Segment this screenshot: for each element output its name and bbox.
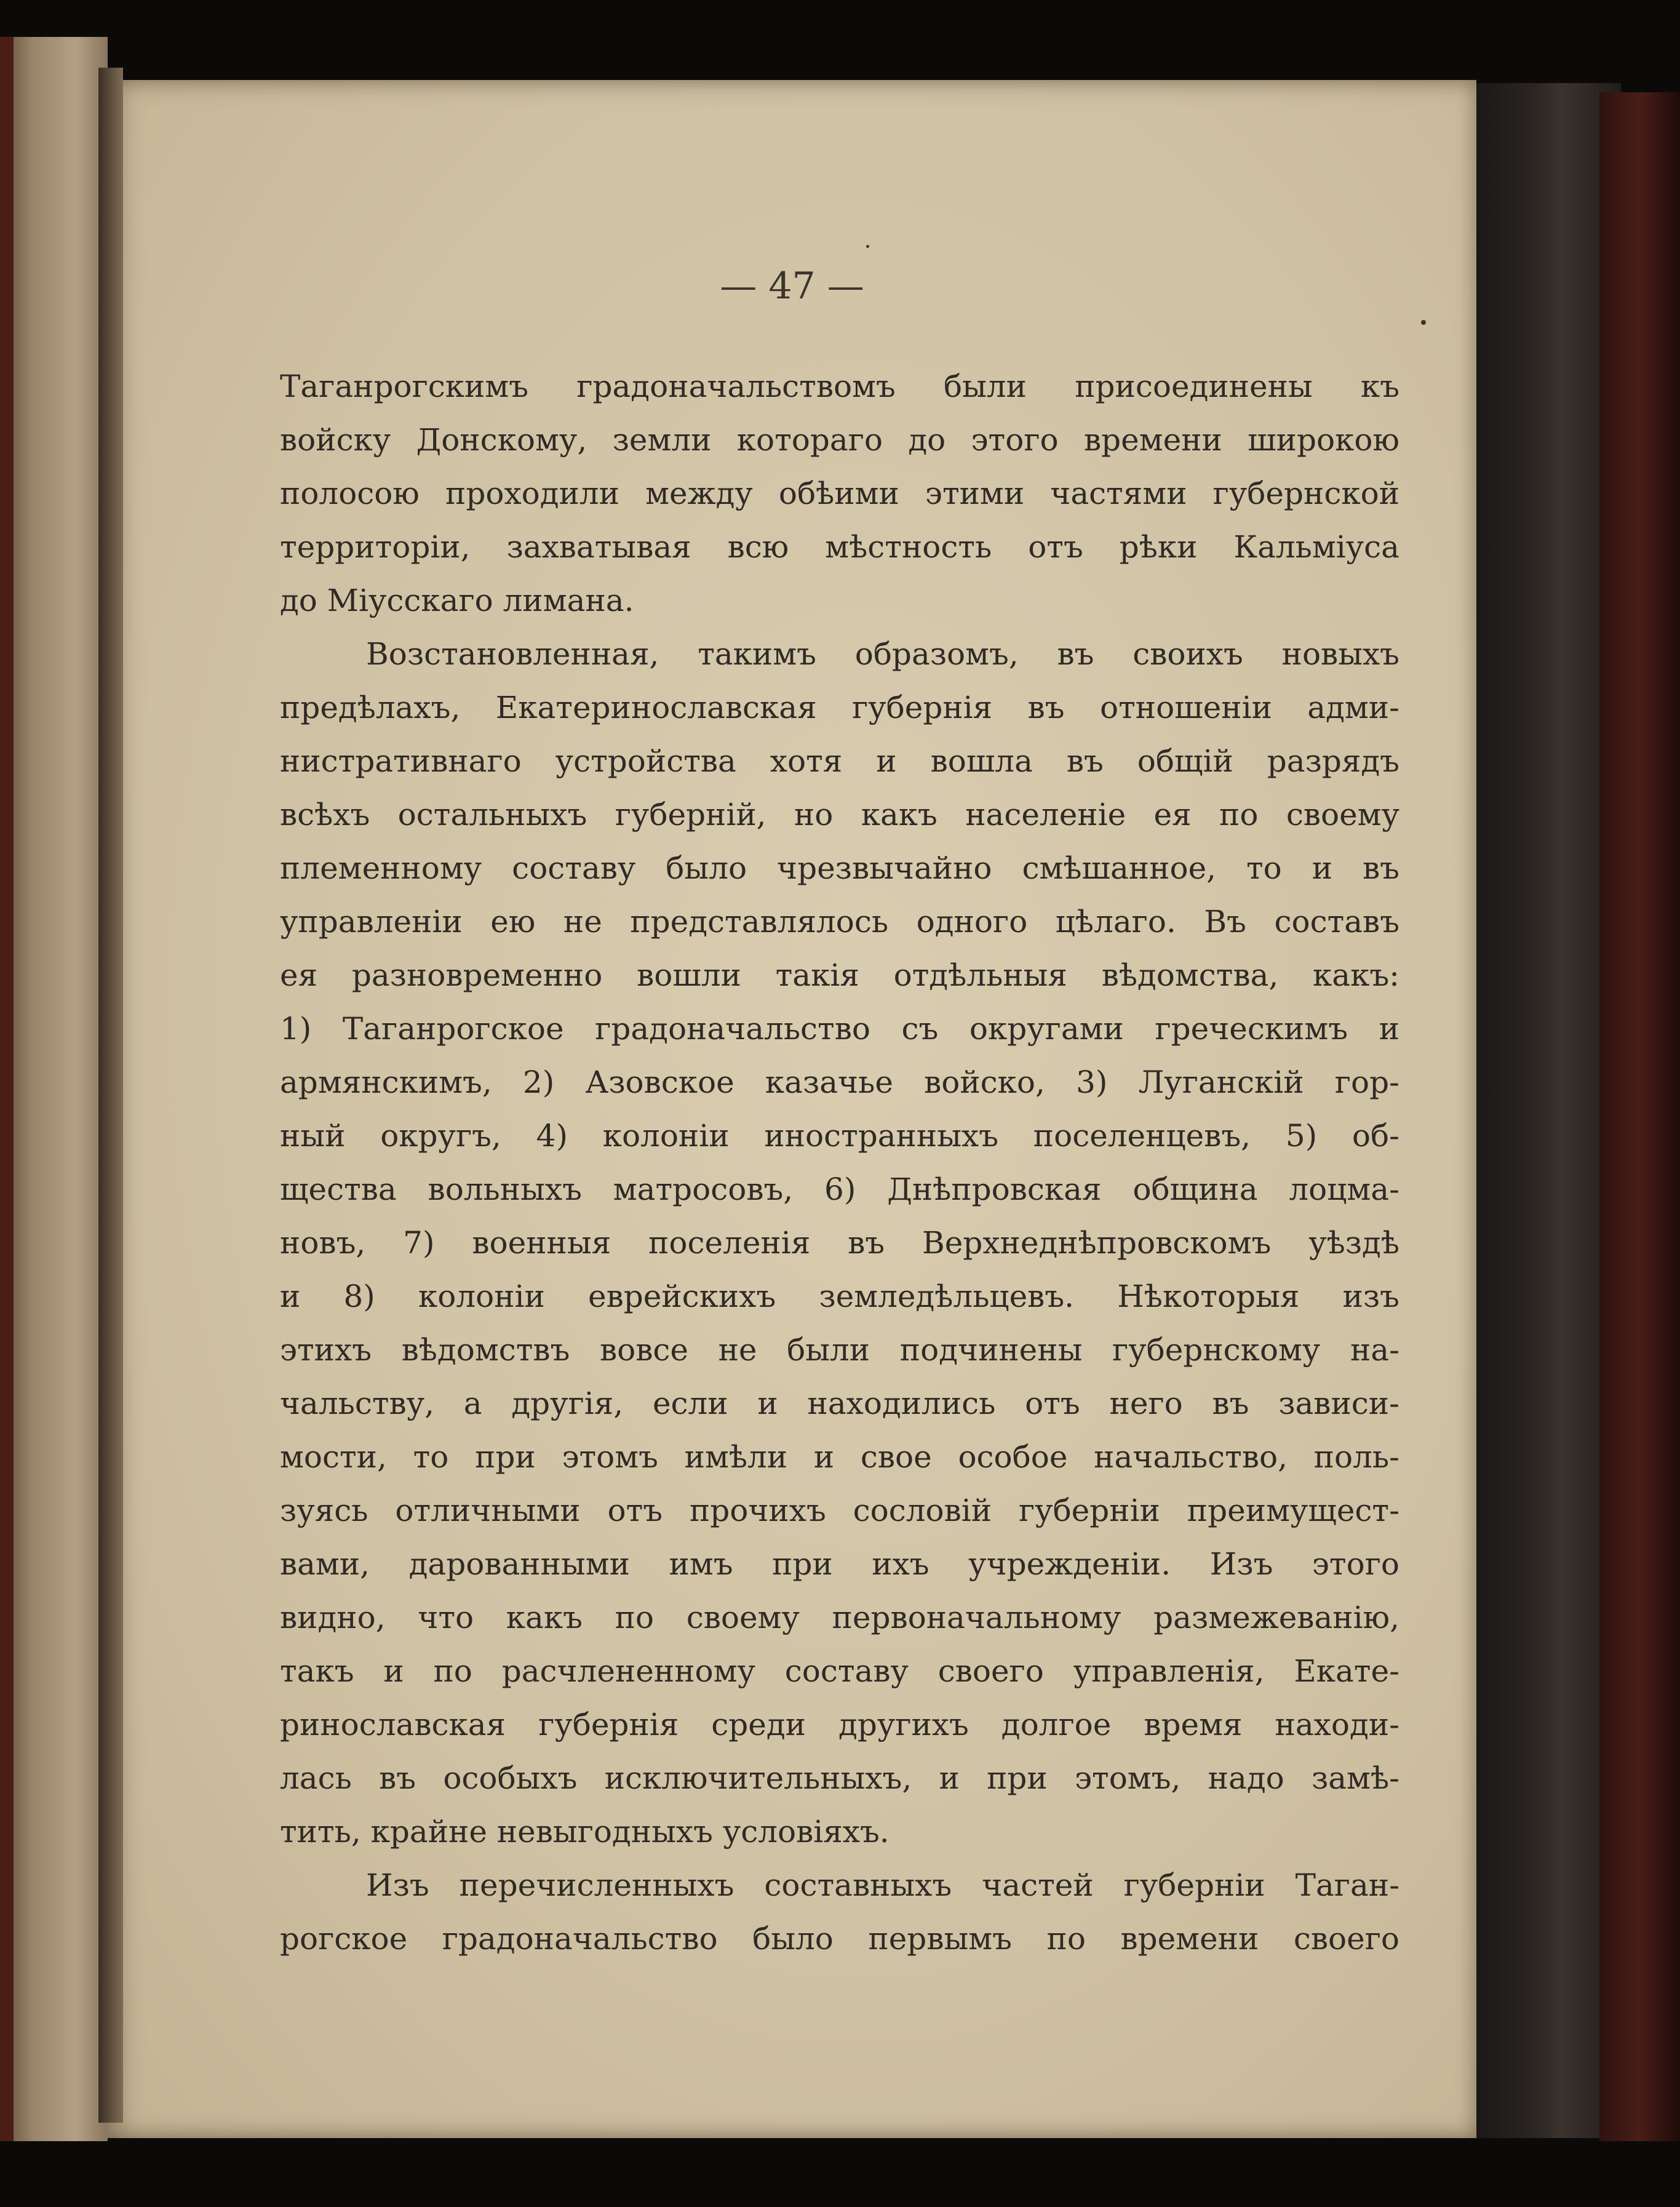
text-line: ринославская губернія среди другихъ долгое время находи- <box>280 1707 1399 1742</box>
text-line: ея разновременно вошли такія отдѣльныя вѣдомства, какъ: <box>280 957 1399 993</box>
page-gutter <box>98 68 123 2123</box>
text-line: нистративнаго устройства хотя и вошла въ общій разрядъ <box>280 743 1399 779</box>
text-line: такъ и по расчлененному составу своего управленія, Екате- <box>280 1653 1399 1689</box>
text-line: новъ, 7) военныя поселенія въ Верхнеднѣпровскомъ уѣздѣ <box>280 1225 1399 1261</box>
page-block-edge <box>1473 83 1621 2138</box>
text-line: тить, крайне невыгодныхъ условіяхъ. <box>280 1814 890 1850</box>
text-line: предѣлахъ, Екатеринославская губернія въ отношеніи адми- <box>280 690 1399 725</box>
left-page-edge <box>0 37 108 2141</box>
text-line: 1) Таганрогское градоначальство съ округами греческимъ и <box>280 1011 1399 1047</box>
body-text <box>280 360 1399 1966</box>
text-line: этихъ вѣдомствъ вовсе не были подчинены губернскому на- <box>280 1332 1399 1368</box>
text-line: и 8) колоніи еврейскихъ земледѣльцевъ. Нѣкоторыя изъ <box>280 1279 1399 1314</box>
text-line: щества вольныхъ матросовъ, 6) Днѣпровская община лоцма- <box>280 1171 1399 1207</box>
text-line: управленіи ею не представлялось одного цѣлаго. Въ составъ <box>280 904 1399 940</box>
text-line: Изъ перечисленныхъ составныхъ частей губерніи Таган- <box>366 1867 1399 1903</box>
text-line: видно, что какъ по своему первоначальному размежеванію, <box>280 1600 1399 1635</box>
text-line: племенному составу было чрезвычайно смѣшанное, то и въ <box>280 850 1399 886</box>
text-line: вами, дарованными имъ при ихъ учрежденіи. Изъ этого <box>280 1546 1399 1582</box>
text-line: зуясь отличными отъ прочихъ сословій губерніи преимущест- <box>280 1493 1399 1528</box>
text-line: ный округъ, 4) колоніи иностранныхъ поселенцевъ, 5) об- <box>280 1118 1399 1154</box>
text-line: всѣхъ остальныхъ губерній, но какъ населеніе ея по своему <box>280 797 1399 832</box>
text-line: Таганрогскимъ градоначальствомъ были присоединены къ <box>280 369 1399 404</box>
ink-speck <box>1421 320 1426 325</box>
page-number: — 47 — <box>720 265 864 308</box>
text-line: Возстановленная, такимъ образомъ, въ своихъ новыхъ <box>366 636 1399 672</box>
left-binding <box>0 37 14 2141</box>
text-line: чальству, а другія, если и находились отъ него въ зависи- <box>280 1386 1399 1421</box>
book-cover-edge <box>1599 92 1680 2141</box>
text-line: территоріи, захватывая всю мѣстность отъ рѣки Кальміуса <box>280 529 1399 565</box>
book-page <box>108 80 1476 2138</box>
text-line: лась въ особыхъ исключительныхъ, и при этомъ, надо замѣ- <box>280 1760 1399 1796</box>
text-line: рогское градоначальство было первымъ по времени своего <box>280 1921 1399 1957</box>
text-line: полосою проходили между обѣими этими частями губернской <box>280 476 1399 511</box>
text-line: мости, то при этомъ имѣли и свое особое начальство, поль- <box>280 1439 1399 1475</box>
text-line: армянскимъ, 2) Азовское казачье войско, 3) Луганскій гор- <box>280 1064 1399 1100</box>
text-line: войску Донскому, земли котораго до этого времени широкою <box>280 422 1399 458</box>
text-line: до Міусскаго лимана. <box>280 583 634 618</box>
ink-speck <box>866 245 869 248</box>
